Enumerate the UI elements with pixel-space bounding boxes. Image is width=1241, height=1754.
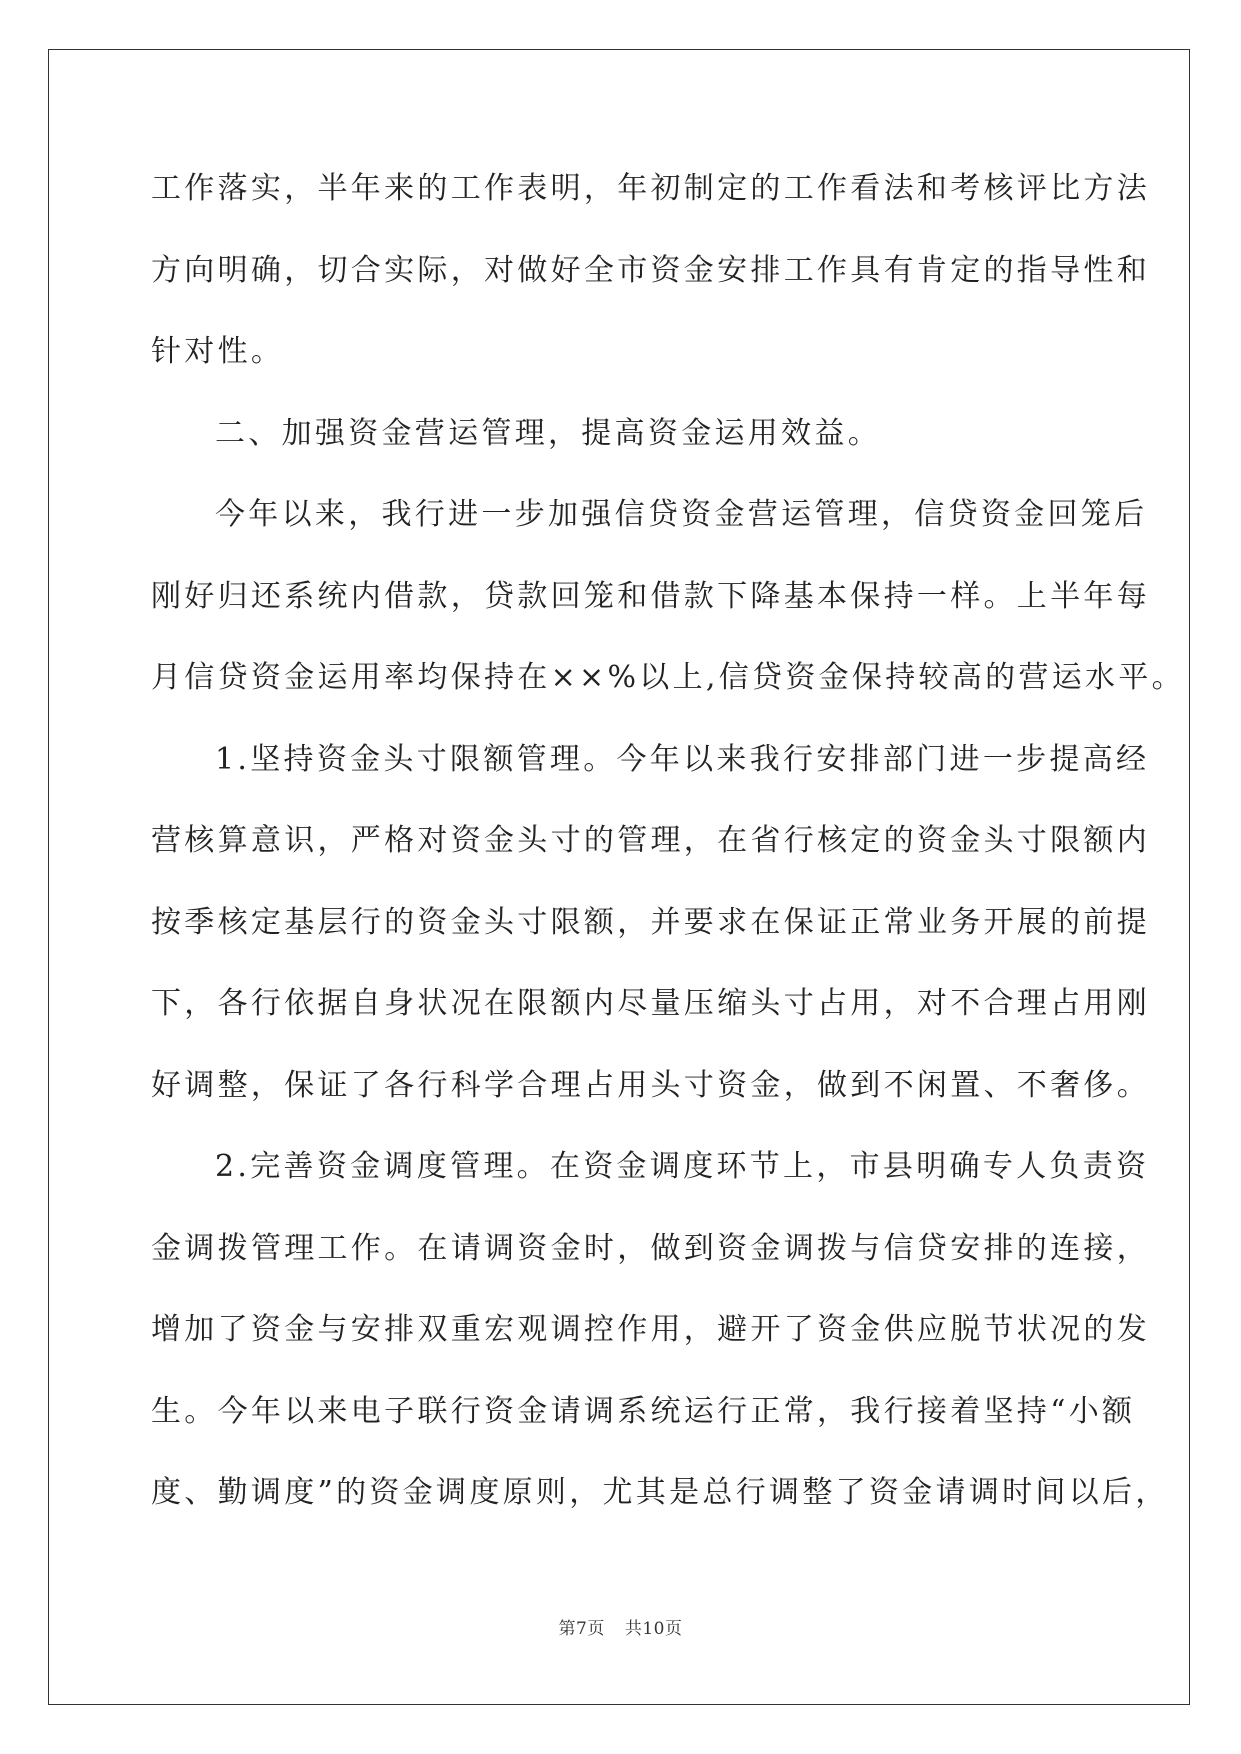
text-line: 针对性。 (151, 334, 285, 369)
page-total: 共10页 (624, 1619, 683, 1639)
text-line: 二、加强资金营运管理，提高资金运用效益。 (215, 415, 881, 451)
text-line: 工作落实，半年来的工作表明，年初制定的工作看法和考核评比方法 (151, 171, 1150, 206)
text-line: 增加了资金与安排双重宏观调控作用，避开了资金供应脱节状况的发 (151, 1312, 1150, 1347)
text-line: 今年以来，我行进一步加强信贷资金营运管理，信贷资金回笼后 (215, 497, 1148, 532)
text-line: 刚好归还系统内借款，贷款回笼和借款下降基本保持一样。上半年每 (151, 578, 1150, 614)
text-line: 下，各行依据自身状况在限额内尽量压缩头寸占用，对不合理占用刚 (151, 986, 1150, 1021)
text-line: 月信贷资金运用率均保持在××%以上,信贷资金保持较高的营运水平。 (151, 660, 1185, 695)
text-line: 2.完善资金调度管理。在资金调度环节上，市县明确专人负责资 (215, 1149, 1150, 1184)
text-line: 生。今年以来电子联行资金请调系统运行正常，我行接着坚持“小额 (151, 1393, 1136, 1429)
text-line: 营核算意识，严格对资金头寸的管理，在省行核定的资金头寸限额内 (151, 823, 1150, 858)
text-line: 度、勤调度”的资金调度原则，尤其是总行调整了资金请调时间以后， (151, 1475, 1169, 1510)
text-line: 好调整，保证了各行科学合理占用头寸资金，做到不闲置、不奢侈。 (151, 1067, 1150, 1103)
page-footer (0, 1614, 1241, 1639)
page-number: 第7页 (558, 1619, 605, 1639)
text-line: 1.坚持资金头寸限额管理。今年以来我行安排部门进一步提高经 (215, 741, 1150, 777)
text-line: 按季核定基层行的资金头寸限额，并要求在保证正常业务开展的前提 (151, 904, 1150, 940)
body-text (151, 158, 1185, 1544)
text-line: 金调拨管理工作。在请调资金时，做到资金调拨与信贷安排的连接， (151, 1230, 1150, 1266)
text-line: 方向明确，切合实际，对做好全市资金安排工作具有肯定的指导性和 (151, 252, 1150, 288)
